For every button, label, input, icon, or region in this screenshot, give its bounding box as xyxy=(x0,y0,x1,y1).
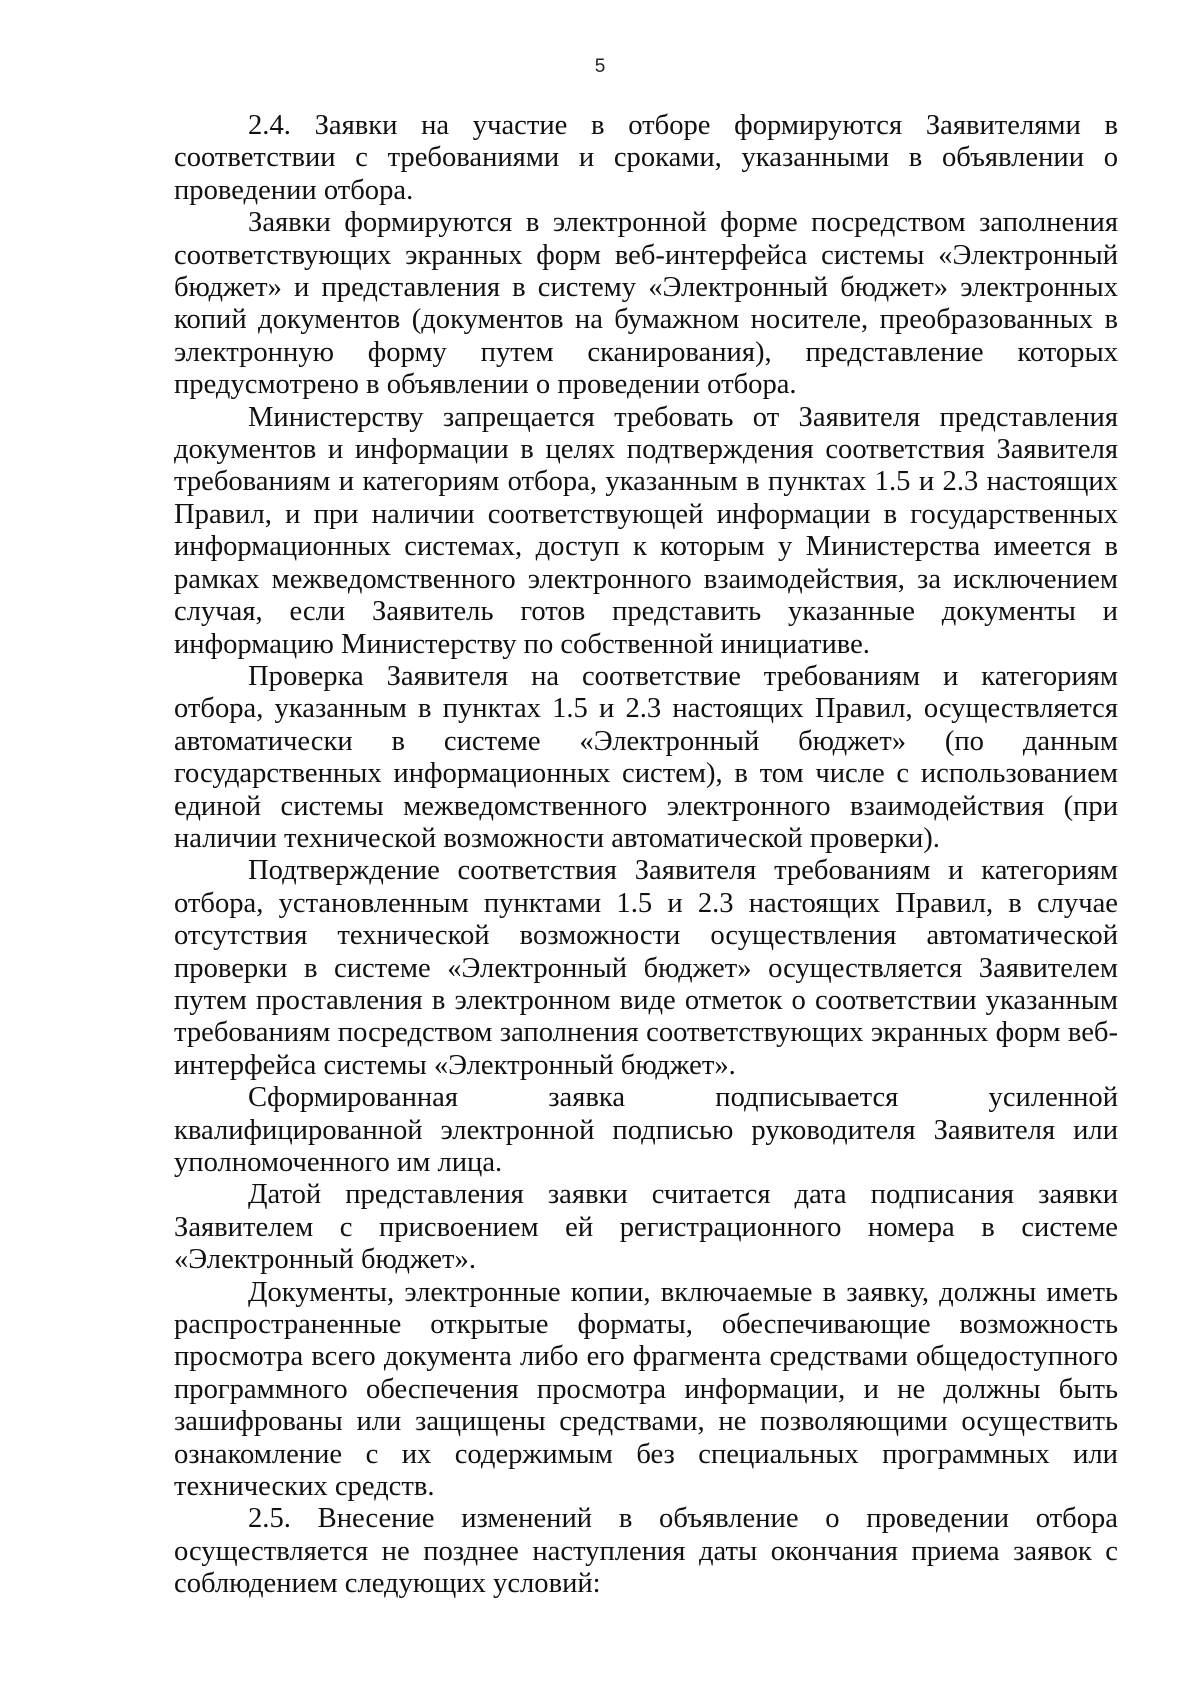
paragraph-ministry-prohibition: Министерству запрещается требовать от Заявителя представления документов и информации в целях подтверждения соответствия Заявителя требованиям и категориям отбора, указанным в пунктах 1.5 и 2.3 настоящих Правил, и при наличии соответствующей информации в государственных информационных системах, доступ к которым у Министерства имеется в рамках межведомственного электронного взаимодействия, за исключением случая, если Заявитель готов представить указанные документы и информацию Министерству по собственной инициативе. xyxy=(174,401,1118,660)
paragraph-electronic-form: Заявки формируются в электронной форме посредством заполнения соответствующих экранных форм веб-интерфейса системы «Электронный бюджет» и представления в систему «Электронный бюджет» электронных копий документов (документов на бумажном носителе, преобразованных в электронную форму путем сканирования), представление которых предусмотрено в объявлении о проведении отбора. xyxy=(174,207,1118,401)
paragraph-2-5: 2.5. Внесение изменений в объявление о проведении отбора осуществляется не позднее наступления даты окончания приема заявок с соблюдением следующих условий: xyxy=(174,1503,1118,1600)
paragraph-automatic-check: Проверка Заявителя на соответствие требованиям и категориям отбора, указанным в пунктах 1.5 и 2.3 настоящих Правил, осуществляется автоматически в системе «Электронный бюджет» (по данным государственных информационных систем), в том числе с использованием единой системы межведомственного электронного взаимодействия (при наличии технической возможности автоматической проверки). xyxy=(174,660,1118,854)
paragraph-submission-date: Датой представления заявки считается дата подписания заявки Заявителем с присвоением ей регистрационного номера в системе «Электронный бюджет». xyxy=(174,1179,1118,1276)
paragraph-signature: Сформированная заявка подписывается усиленной квалифицированной электронной подписью руководителя Заявителя или уполномоченного им лица. xyxy=(174,1082,1118,1178)
paragraph-manual-confirmation: Подтверждение соответствия Заявителя требованиям и категориям отбора, установленным пунктами 1.5 и 2.3 настоящих Правил, в случае отсутствия технической возможности осуществления автоматической проверки в системе «Электронный бюджет» осуществляется Заявителем путем проставления в электронном виде отметок о соответствии указанным требованиям посредством заполнения соответствующих экранных форм веб-интерфейса системы «Электронный бюджет». xyxy=(174,855,1118,1081)
document-body xyxy=(174,110,1118,1601)
paragraph-2-4: 2.4. Заявки на участие в отборе формируются Заявителями в соответствии с требованиями и сроками, указанными в объявлении о проведении отбора. xyxy=(174,110,1118,206)
paragraph-file-formats: Документы, электронные копии, включаемые в заявку, должны иметь распространенные открытые форматы, обеспечивающие возможность просмотра всего документа либо его фрагмента средствами общедоступного программного обеспечения просмотра информации, и не должны быть зашифрованы или защищены средствами, не позволяющими осуществить ознакомление с их содержимым без специальных программных или технических средств. xyxy=(174,1276,1118,1503)
page-number: 5 xyxy=(594,56,606,77)
